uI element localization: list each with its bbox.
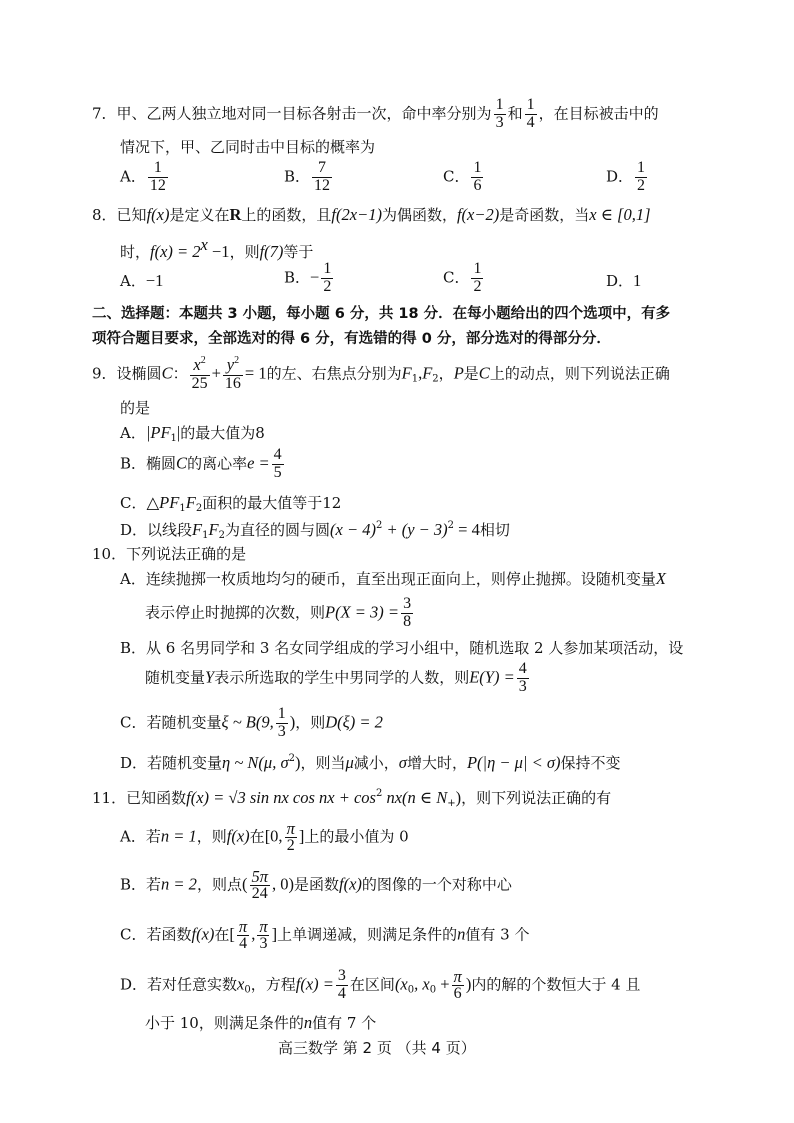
q10-option-c: C．若随机变量ξ ~ B(9, $\frac{1}{3}$ )，则D(ξ) = 2: [120, 705, 383, 740]
q10-line1: 10．下列说法正确的是: [92, 545, 247, 563]
q9-option-d: D．以线段$F_1F_2$为直径的圆与圆$(x - 4)^2 + (y - 3)^2 = 4$相切: [120, 520, 510, 541]
q10-option-b-line1: B．从 6 名男同学和 3 名女同学组成的学习小组中，随机选取 2 人参加某项活动，设: [120, 639, 684, 657]
q9-option-c: C．$\triangle PF_1F_2$面积的最大值等于12: [120, 493, 342, 514]
q8-line1: 8．已知f(x)是定义在R上的函数，且f(2x−1)为偶函数，f(x−2)是奇函数，当x ∈ [0,1]: [92, 205, 651, 224]
q8-option-a: A．−1: [120, 271, 164, 290]
q7-option-c: C． $\frac{1}{6}$: [443, 159, 482, 194]
q8-option-c: C． $\frac{1}{2}$: [443, 260, 482, 295]
q9-option-b: B．椭圆C的离心率e = $\frac{4}{5}$: [120, 446, 282, 481]
q7-option-d: D． $\frac{1}{2}$: [606, 159, 646, 194]
q11-option-d-line2: 小于 10，则满足条件的n值有 7 个: [145, 1013, 377, 1032]
q9-option-a: A．$|PF_1|$的最大值为8: [120, 423, 265, 444]
q8-option-b: B．− $\frac{1}{2}$: [284, 260, 332, 295]
q10-option-d: D．若随机变量η ~ N(μ, $\sigma^2$)，则当μ减小，σ增大时，P(|η − μ| < σ)保持不变: [120, 753, 621, 772]
section-2-heading-line2: 项符合题目要求，全部选对的得 6 分，有选错的得 0 分，部分选对的得部分分．: [92, 331, 611, 347]
q10-option-b-line2: 随机变量Y表示所选取的学生中男同学的人数，则E(Y) = $\frac{4}{3}$: [145, 660, 527, 695]
page-footer: 高三数学 第 2 页 （共 4 页）: [278, 1039, 476, 1057]
q7-option-b: B． $\frac{7}{12}$: [284, 159, 331, 194]
q9-line2: 的是: [120, 399, 151, 417]
q11-option-b: B．若n = 2，则点( $\frac{5\pi}{24}$ , 0)是函数f(x)的图像的一个对称中心: [120, 867, 512, 903]
fraction-one-fourth: $\frac{1}{4}$: [526, 96, 535, 131]
q11-option-a: A．若n = 1，则f(x)在[0, $\frac{\pi}{2}$ ]上的最小值为 0: [120, 819, 409, 855]
section-2-heading-line1: 二、选择题：本题共 3 小题，每小题 6 分，共 18 分．在每小题给出的四个选项中，有多: [92, 306, 671, 322]
q10-option-a-line2: 表示停止时抛掷的次数，则P(X = 3) = $\frac{3}{8}$: [145, 595, 412, 630]
fraction-one-third: $\frac{1}{3}$: [495, 96, 504, 131]
q11-line1: 11．已知函数f(x) = √3 sin nx cos nx + $\cos^2 nx(n$ ∈ $N_+$)，则下列说法正确的有: [92, 788, 612, 809]
q7-option-a: A． $\frac{1}{12}$: [120, 159, 166, 194]
q8-option-d: D．1: [606, 271, 642, 290]
q7-line2: 情况下，甲、乙同时击中目标的概率为: [120, 138, 376, 156]
q8-line2: 时，$f(x) = 2^x -1$，则f(7)等于: [120, 235, 314, 261]
q9-line1: 9．设椭圆C： $\frac{x^2}{25}$ + $\frac{y^2}{16}$ = 1的左、右焦点分别为$F_1,F_2$，P是C上的动点，则下列说法正确: [92, 355, 670, 392]
q7-line1: 7．甲、乙两人独立地对同一目标各射击一次，命中率分别为 $\frac{1}{3}$ 和 $\frac{1}{4}$ ，在目标被击中的: [92, 96, 659, 131]
q10-option-a-line1: A．连续抛掷一枚质地均匀的硬币，直至出现正面向上，则停止抛掷。设随机变量X: [120, 569, 666, 588]
q11-option-c: C．若函数f(x)在[ $\frac{\pi}{4}$ , $\frac{\pi}{3}$ ]上单调递减，则满足条件的n值有 3 个: [120, 917, 530, 953]
q11-option-d-line1: D．若对任意实数$x_0$，方程f(x) = $\frac{3}{4}$ 在区间($x_0$, $x_0$ + $\frac{\pi}{6}$ )内的解的个数恒大于 4 且: [120, 967, 641, 1003]
